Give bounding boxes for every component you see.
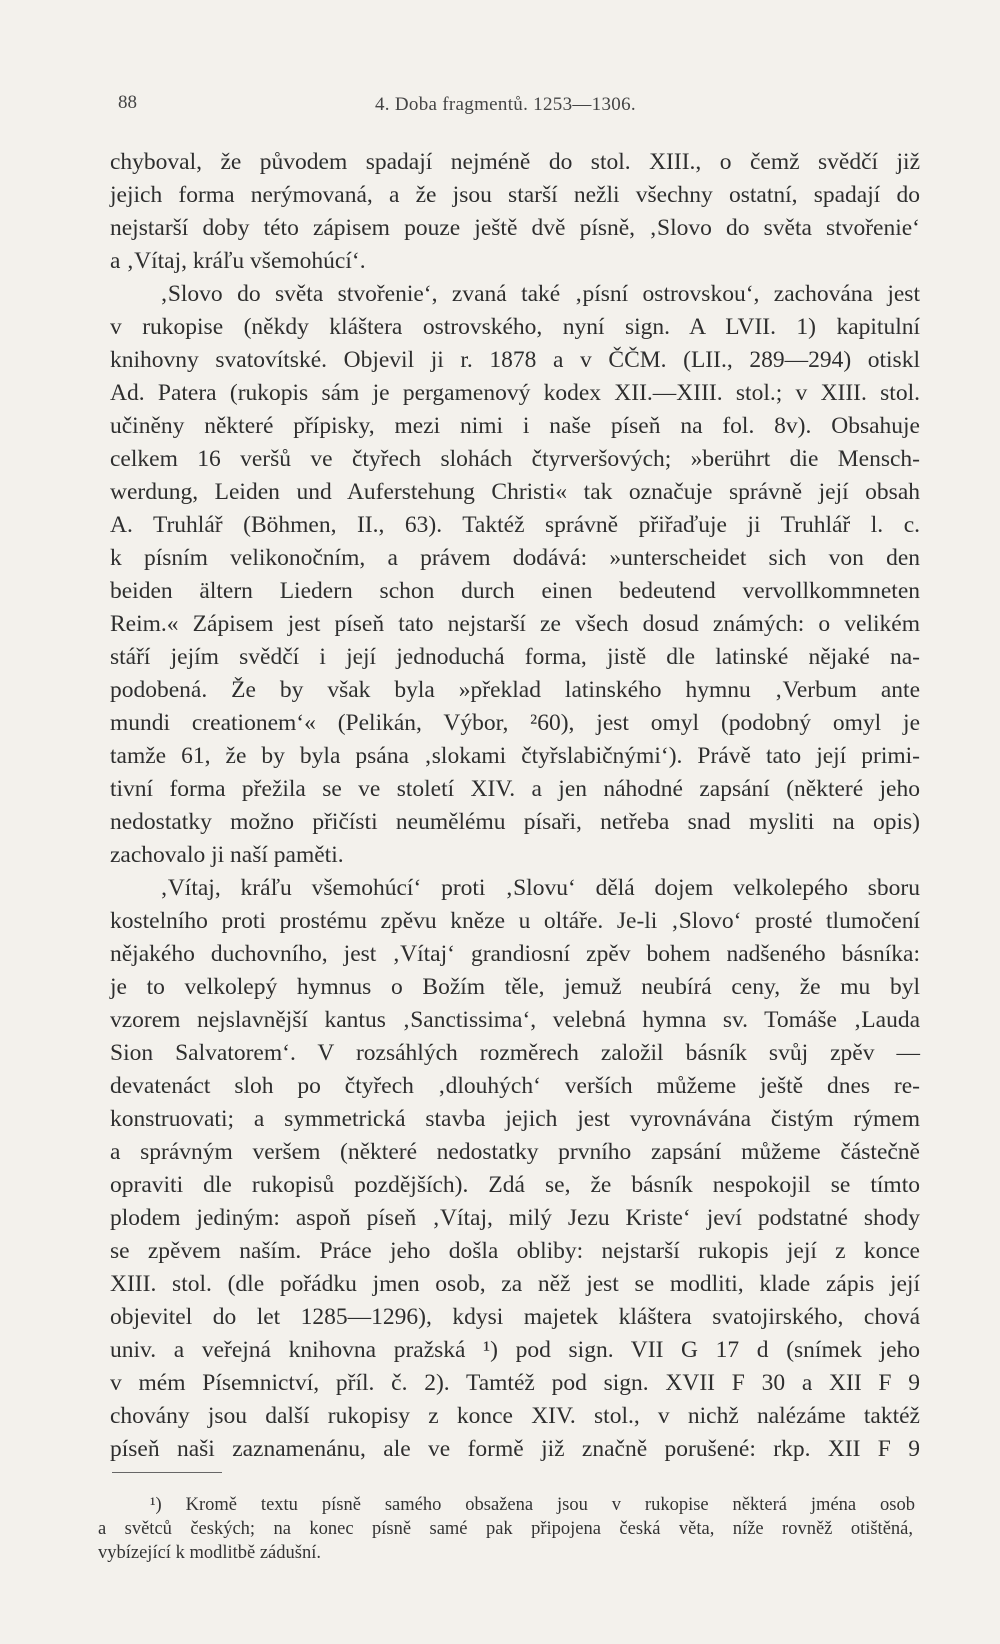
- body-line: ‚Slovo do světa stvořenie‘, zvaná také ‚písní ostrovskou‘, zachována jest: [160, 281, 920, 307]
- body-line: je to velkolepý hymnus o Božím těle, jemuž neubírá ceny, že mu byl: [110, 974, 920, 1000]
- body-line: plodem jediným: aspoň píseň ‚Vítaj, milý Jezu Kriste‘ jeví podstatné shody: [110, 1205, 920, 1231]
- body-line: A. Truhlář (Böhmen, II., 63). Taktéž správně přiřaďuje ji Truhlář l. c.: [110, 512, 920, 538]
- page-number: 88: [118, 92, 137, 113]
- footnote-divider: [112, 1472, 222, 1473]
- body-line: univ. a veřejná knihovna pražská ¹) pod sign. VII G 17 d (snímek jeho: [110, 1337, 920, 1363]
- body-line: chovány jsou další rukopisy z konce XIV. stol., v nichž nalézáme taktéž: [110, 1403, 920, 1429]
- running-title: 4. Doba fragmentů. 1253—1306.: [375, 94, 636, 115]
- body-line: v rukopise (někdy kláštera ostrovského, nyní sign. A LVII. 1) kapitulní: [110, 314, 920, 340]
- footnote-line: ¹) Kromě textu písně samého obsažena jsou v rukopise některá jména osob: [150, 1495, 915, 1515]
- body-line: nějakého duchovního, jest ‚Vítaj‘ grandiosní zpěv bohem nadšeného básníka:: [110, 941, 920, 967]
- body-line: devatenáct sloh po čtyřech ‚dlouhých‘ verších můžeme ještě dnes re-: [110, 1073, 920, 1099]
- body-line: tivní forma přežila se ve století XIV. a jen náhodné zapsání (některé jeho: [110, 776, 920, 802]
- body-line: jejich forma nerýmovaná, a že jsou starší nežli všechny ostatní, spadají do: [110, 182, 920, 208]
- body-line: stáří jejím svědčí i její jednoduchá forma, jistě dle latinské nějaké na-: [110, 644, 920, 670]
- body-line: opraviti dle rukopisů pozdějších). Zdá se, že básník nespokojil se tímto: [110, 1172, 920, 1198]
- body-line: se zpěvem naším. Práce jeho došla obliby: nejstarší rukopis její z konce: [110, 1238, 920, 1264]
- body-line: beiden ältern Liedern schon durch einen bedeutend vervollkommneten: [110, 578, 920, 604]
- body-line: píseň naši zaznamenánu, ale ve formě již značně porušené: rkp. XII F 9: [110, 1436, 920, 1462]
- body-line: objevitel do let 1285—1296), kdysi majetek kláštera svatojirského, chová: [110, 1304, 920, 1330]
- body-line: mundi creationem‘« (Pelikán, Výbor, ²60), jest omyl (podobný omyl je: [110, 710, 920, 736]
- body-line: Reim.« Zápisem jest píseň tato nejstarší ze všech dosud známých: o velikém: [110, 611, 920, 637]
- body-line: Ad. Patera (rukopis sám je pergamenový kodex XII.—XIII. stol.; v XIII. stol.: [110, 380, 920, 406]
- body-line: XIII. stol. (dle pořádku jmen osob, za něž jest se modliti, klade zápis její: [110, 1271, 920, 1297]
- body-line: knihovny svatovítské. Objevil ji r. 1878 a v ČČM. (LII., 289—294) otiskl: [110, 347, 920, 373]
- body-line: vzorem nejslavnější kantus ‚Sanctissima‘, velebná hymna sv. Tomáše ‚Lauda: [110, 1007, 920, 1033]
- body-line: nedostatky možno přičísti neumělému písaři, netřeba snad mysliti na opis): [110, 809, 920, 835]
- body-line: zachovalo ji naší paměti.: [110, 842, 344, 868]
- body-line: učiněny některé přípisky, mezi nimi i naše píseň na fol. 8v). Obsahuje: [110, 413, 920, 439]
- body-line: podobená. Že by však byla »překlad latinského hymnu ‚Verbum ante: [110, 677, 920, 703]
- body-line: nejstarší doby této zápisem pouze ještě dvě písně, ‚Slovo do světa stvořenie‘: [110, 215, 920, 241]
- footnote-line: a světců českých; na konec písně samé pak připojena česká věta, níže rovněž otištěná,: [98, 1519, 913, 1539]
- body-line: werdung, Leiden und Auferstehung Christi« tak označuje správně její obsah: [110, 479, 920, 505]
- body-line: tamže 61, že by byla psána ‚slokami čtyřslabičnými‘). Právě tato její primi-: [110, 743, 920, 769]
- footnote-line: vybízející k modlitbě zádušní.: [98, 1543, 321, 1563]
- body-line: chyboval, že původem spadají nejméně do stol. XIII., o čemž svědčí již: [110, 149, 920, 175]
- body-line: a ‚Vítaj, kráľu všemohúcí‘.: [110, 248, 366, 274]
- body-line: v mém Písemnictví, příl. č. 2). Tamtéž pod sign. XVII F 30 a XII F 9: [110, 1370, 920, 1396]
- body-line: ‚Vítaj, kráľu všemohúcí‘ proti ‚Slovu‘ dělá dojem velkolepého sboru: [160, 875, 920, 901]
- body-line: kostelního proti prostému zpěvu kněze u oltáře. Je-li ‚Slovo‘ prosté tlumočení: [110, 908, 920, 934]
- body-line: a správným veršem (některé nedostatky prvního zapsání můžeme částečně: [110, 1139, 920, 1165]
- body-line: k písním velikonočním, a právem dodává: »unterscheidet sich von den: [110, 545, 920, 571]
- body-line: Sion Salvatorem‘. V rozsáhlých rozměrech založil básník svůj zpěv —: [110, 1040, 920, 1066]
- body-line: celkem 16 veršů ve čtyřech slohách čtyrveršových; »berührt die Mensch-: [110, 446, 920, 472]
- body-line: konstruovati; a symmetrická stavba jejich jest vyrovnávána čistým rýmem: [110, 1106, 920, 1132]
